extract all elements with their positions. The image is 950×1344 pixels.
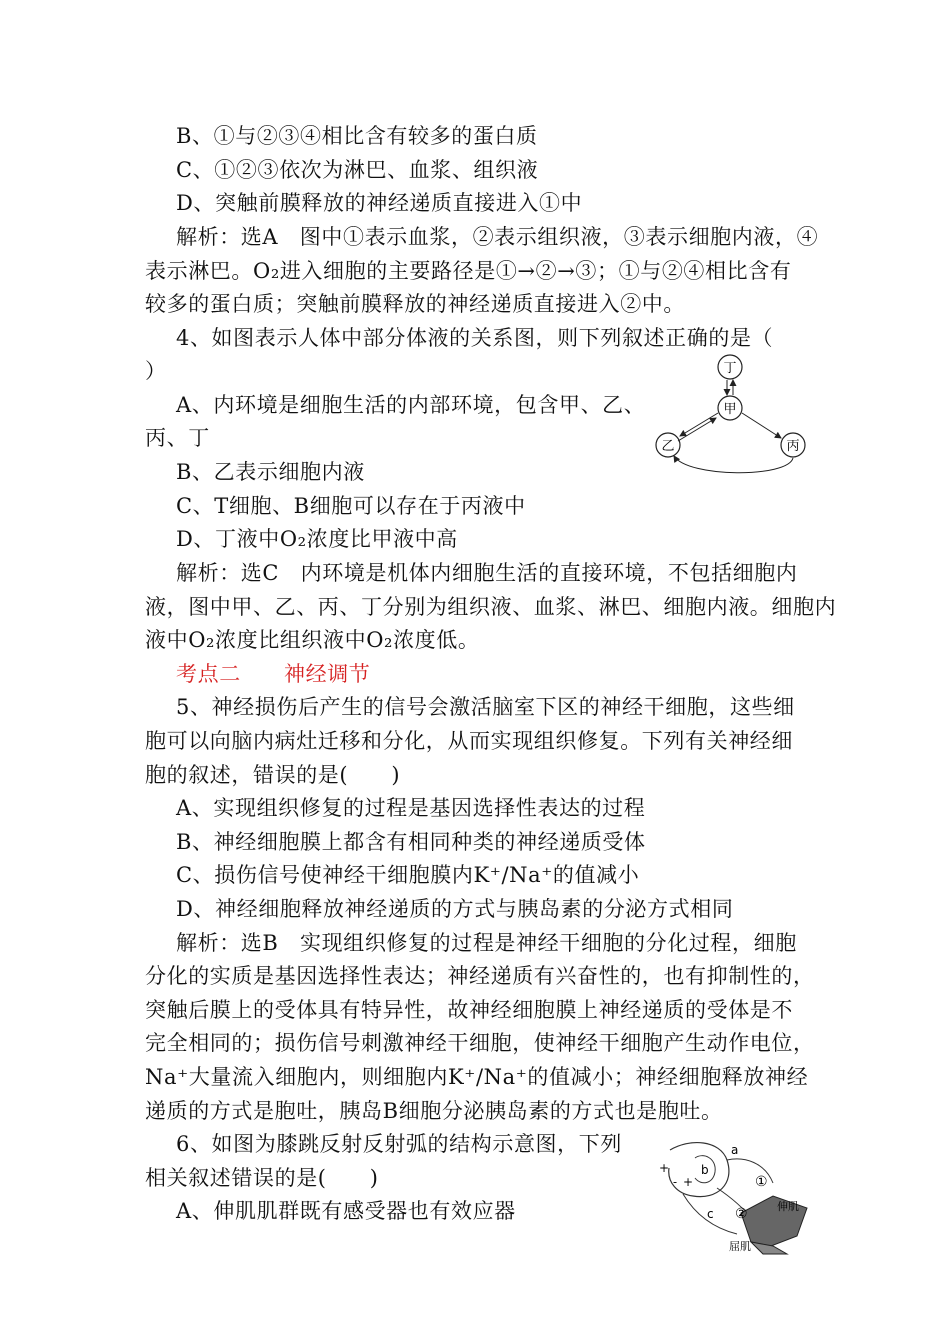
q6-stem: 相关叙述错误的是( ) xyxy=(145,1166,379,1190)
q5-analysis-line: Na⁺大量流入细胞内，则细胞内K⁺/Na⁺的值减小；神经细胞释放神经 xyxy=(145,1065,809,1089)
q6-option-a: A、伸肌肌群既有感受器也有效应器 xyxy=(176,1199,516,1223)
q4-analysis-line: 解析：选C 内环境是机体内细胞生活的直接环境，不包括细胞内 xyxy=(176,561,798,585)
section-heading: 考点二 神经调节 xyxy=(176,662,371,686)
q5-analysis-line: 解析：选B 实现组织修复的过程是神经干细胞的分化过程，细胞 xyxy=(176,931,797,955)
q5-analysis-line: 递质的方式是胞吐，胰岛B细胞分泌胰岛素的方式也是胞吐。 xyxy=(145,1099,723,1123)
q5-analysis-line: 分化的实质是基因选择性表达；神经递质有兴奋性的，也有抑制性的， xyxy=(145,964,815,988)
marker-2: ② xyxy=(735,1206,748,1222)
q5-stem: 5、神经损伤后产生的信号会激活脑室下区的神经干细胞，这些细 xyxy=(176,695,795,719)
q4-stem: 4、如图表示人体中部分体液的关系图，则下列叙述正确的是（ xyxy=(176,326,774,350)
q4-option-c: C、T细胞、B细胞可以存在于丙液中 xyxy=(176,494,526,518)
arrow-yi-to-jia xyxy=(678,418,716,441)
q3-option-c: C、①②③依次为淋巴、血浆、组织液 xyxy=(176,158,539,182)
q3-option-b: B、①与②③④相比含有较多的蛋白质 xyxy=(176,124,538,148)
q3-option-d: D、突触前膜释放的神经递质直接进入①中 xyxy=(176,191,583,215)
label-flexor: 屈肌 xyxy=(729,1240,751,1253)
q5-option-d: D、神经细胞释放神经递质的方式与胰岛素的分泌方式相同 xyxy=(176,897,734,921)
q4-analysis-line: 液，图中甲、乙、丙、丁分别为组织液、血浆、淋巴、细胞内液。细胞内 xyxy=(145,595,837,619)
label-b: b xyxy=(701,1163,709,1177)
q5-stem: 胞可以向脑内病灶迁移和分化，从而实现组织修复。下列有关神经细 xyxy=(145,729,793,753)
q3-analysis-line: 较多的蛋白质；突触前膜释放的神经递质直接进入②中。 xyxy=(145,292,685,316)
q5-option-b: B、神经细胞膜上都含有相同种类的神经递质受体 xyxy=(176,830,646,854)
label-bing: 丙 xyxy=(786,439,800,454)
arrow-bing-to-yi xyxy=(674,456,793,473)
label-c: c xyxy=(707,1207,714,1221)
q5-stem: 胞的叙述，错误的是( ) xyxy=(145,763,401,787)
plus-sign: + xyxy=(683,1175,694,1189)
arrow-jia-to-yi xyxy=(680,413,718,436)
q5-option-a: A、实现组织修复的过程是基因选择性表达的过程 xyxy=(176,796,646,820)
q4-analysis-line: 液中O₂浓度比组织液中O₂浓度低。 xyxy=(145,628,480,652)
spinal-cord-outline xyxy=(669,1143,729,1197)
arrow-jia-to-bing xyxy=(742,413,781,438)
q3-analysis-line: 表示淋巴。O₂进入细胞的主要路径是①→②→③；①与②④相比含有 xyxy=(145,259,792,283)
q4-stem: ） xyxy=(145,359,167,383)
q4-option-d: D、丁液中O₂浓度比甲液中高 xyxy=(176,527,458,551)
q4-option-a-cont: 丙、丁 xyxy=(145,426,210,450)
q5-analysis-line: 突触后膜上的受体具有特异性，故神经细胞膜上神经递质的受体是不 xyxy=(145,998,793,1022)
q3-analysis-line: 解析：选A 图中①表示血浆，②表示组织液，③表示细胞内液，④ xyxy=(176,225,819,249)
q6-stem: 6、如图为膝跳反射反射弧的结构示意图，下列 xyxy=(176,1132,622,1156)
q4-option-b: B、乙表示细胞内液 xyxy=(176,460,365,484)
label-yi: 乙 xyxy=(661,439,675,454)
label-jia: 甲 xyxy=(723,402,737,417)
plus-sign: + xyxy=(659,1161,670,1175)
marker-1: ① xyxy=(755,1174,768,1190)
q5-option-c: C、损伤信号使神经干细胞膜内K⁺/Na⁺的值减小 xyxy=(176,863,640,887)
label-ding: 丁 xyxy=(723,361,737,376)
body-fluid-diagram xyxy=(648,350,818,475)
q4-option-a: A、内环境是细胞生活的内部环境，包含甲、乙、 xyxy=(176,393,646,417)
reflex-arc-diagram xyxy=(655,1138,815,1256)
label-a: a xyxy=(731,1143,739,1157)
minus-sign: - xyxy=(673,1175,678,1189)
q5-analysis-line: 完全相同的；损伤信号刺激神经干细胞，使神经干细胞产生动作电位， xyxy=(145,1031,815,1055)
label-extensor: 伸肌 xyxy=(777,1200,799,1213)
